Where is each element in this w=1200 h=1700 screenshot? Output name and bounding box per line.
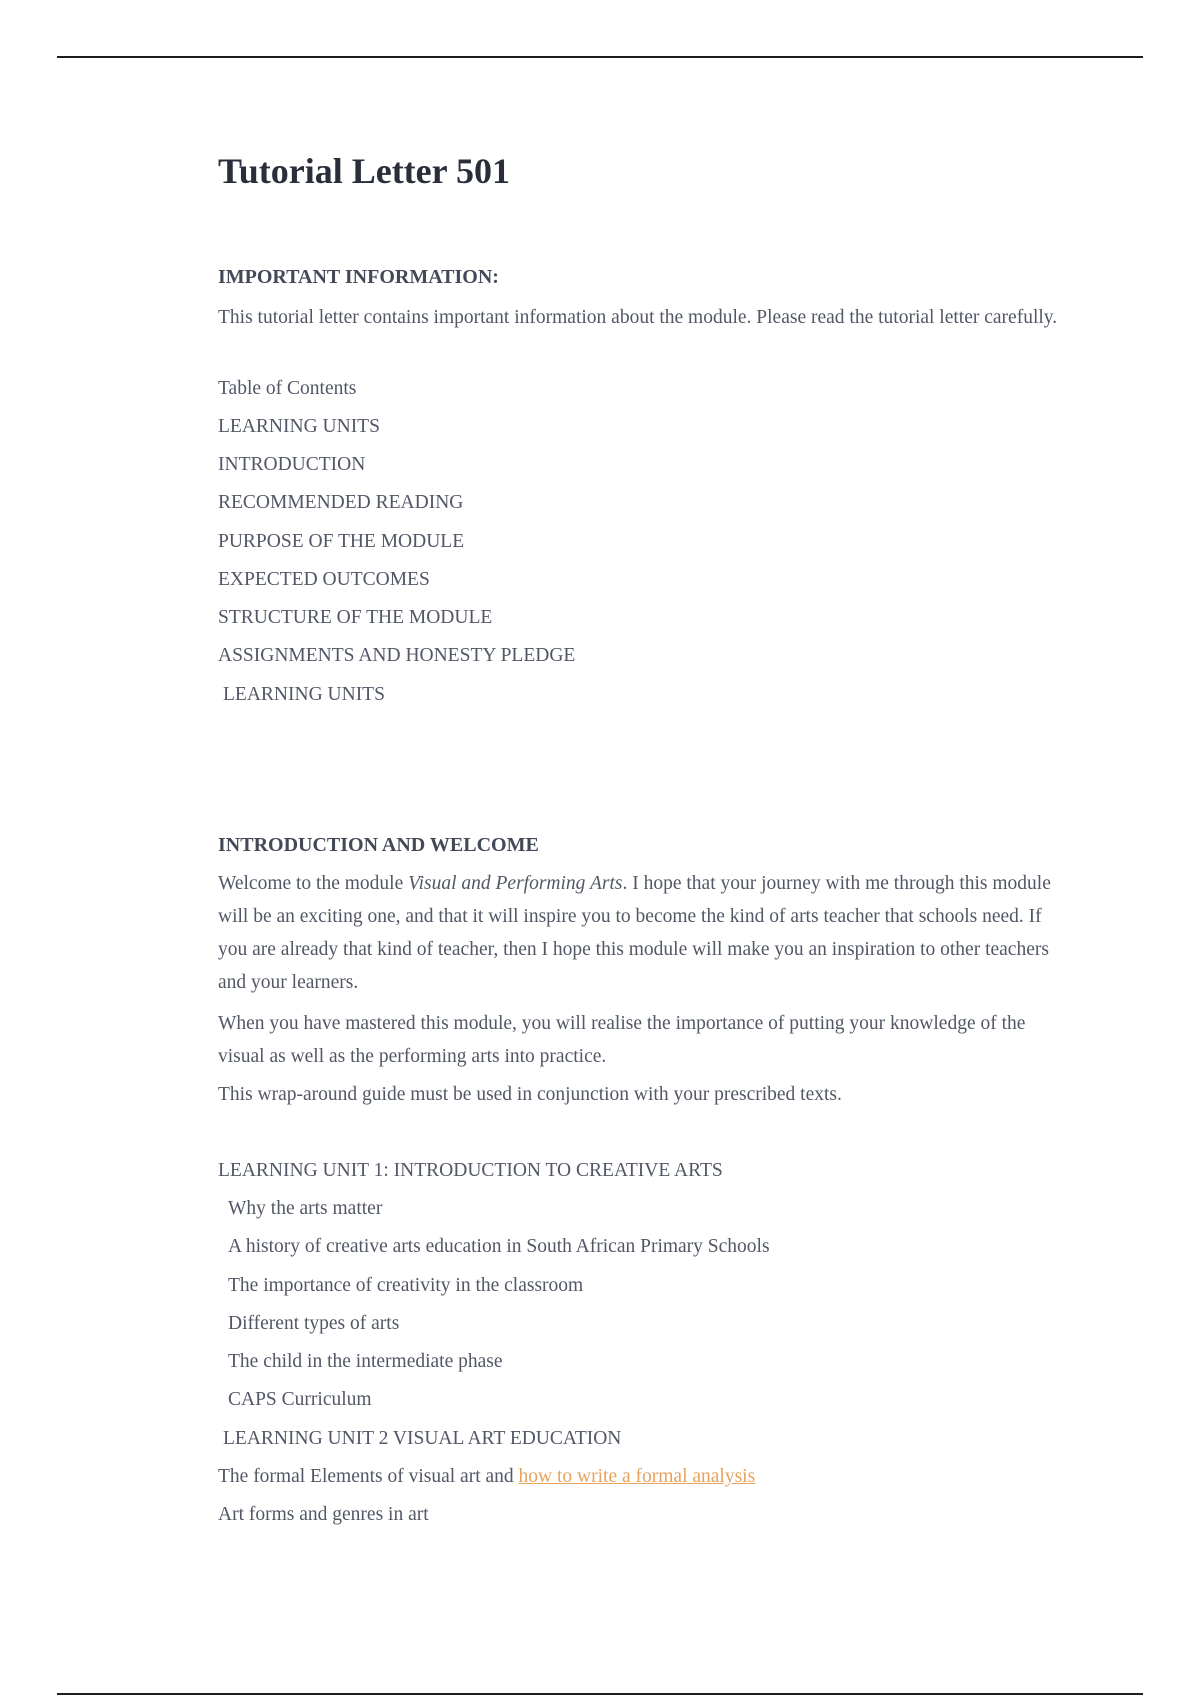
mastered-paragraph: When you have mastered this module, you will realise the importance of putting your knowledge of the visual as well as the performing arts into practice. xyxy=(218,1013,1026,1067)
unit1-topic: Different types of arts xyxy=(228,1313,400,1334)
unit1-topic: A history of creative arts education in South African Primary Schools xyxy=(228,1236,770,1257)
wraparound-paragraph: This wrap-around guide must be used in conjunction with your prescribed texts. xyxy=(218,1084,842,1105)
welcome-prefix: Welcome to the module xyxy=(218,873,409,894)
toc-item-outcomes: EXPECTED OUTCOMES xyxy=(218,569,430,590)
document-title: Tutorial Letter 501 xyxy=(218,151,510,191)
welcome-rest: . I hope that your journey with me through this module will be an exciting one, and that it will inspire you to become the kind of arts teacher that schools need. If you are already that kind of teacher, then I hope this module will make you an inspiration to other teachers and your learners. xyxy=(218,873,1051,993)
welcome-paragraph xyxy=(218,867,1068,999)
toc-item-recommended-reading: RECOMMENDED READING xyxy=(218,492,464,513)
intro-heading: INTRODUCTION AND WELCOME xyxy=(218,834,539,856)
toc-item-structure: STRUCTURE OF THE MODULE xyxy=(218,607,493,628)
unit1-topic: The child in the intermediate phase xyxy=(228,1351,503,1372)
formal-elements-text: The formal Elements of visual art and xyxy=(218,1466,519,1487)
unit1-heading: LEARNING UNIT 1: INTRODUCTION TO CREATIVE ARTS xyxy=(218,1160,723,1181)
unit1-topic: Why the arts matter xyxy=(228,1198,383,1219)
toc-item-learning-units: LEARNING UNITS xyxy=(218,416,380,437)
important-text: This tutorial letter contains important information about the module. Please read the tutorial letter carefully. xyxy=(218,307,1058,328)
art-forms-line: Art forms and genres in art xyxy=(218,1504,429,1525)
important-heading: IMPORTANT INFORMATION: xyxy=(218,266,499,288)
unit2-heading: LEARNING UNIT 2 VISUAL ART EDUCATION xyxy=(223,1428,622,1449)
toc-heading: Table of Contents xyxy=(218,378,357,399)
unit1-topic: CAPS Curriculum xyxy=(228,1389,372,1410)
toc-item-learning-units-2: LEARNING UNITS xyxy=(223,684,385,705)
bottom-rule xyxy=(57,1693,1143,1695)
top-rule xyxy=(57,56,1143,58)
formal-elements-line xyxy=(218,1465,755,1489)
unit1-topic: The importance of creativity in the classroom xyxy=(228,1275,584,1296)
toc-item-assignments: ASSIGNMENTS AND HONESTY PLEDGE xyxy=(218,645,576,666)
toc-item-purpose: PURPOSE OF THE MODULE xyxy=(218,531,465,552)
toc-item-introduction: INTRODUCTION xyxy=(218,454,366,475)
module-name: Visual and Performing Arts xyxy=(408,873,623,894)
formal-analysis-link[interactable]: how to write a formal analysis xyxy=(518,1466,756,1487)
